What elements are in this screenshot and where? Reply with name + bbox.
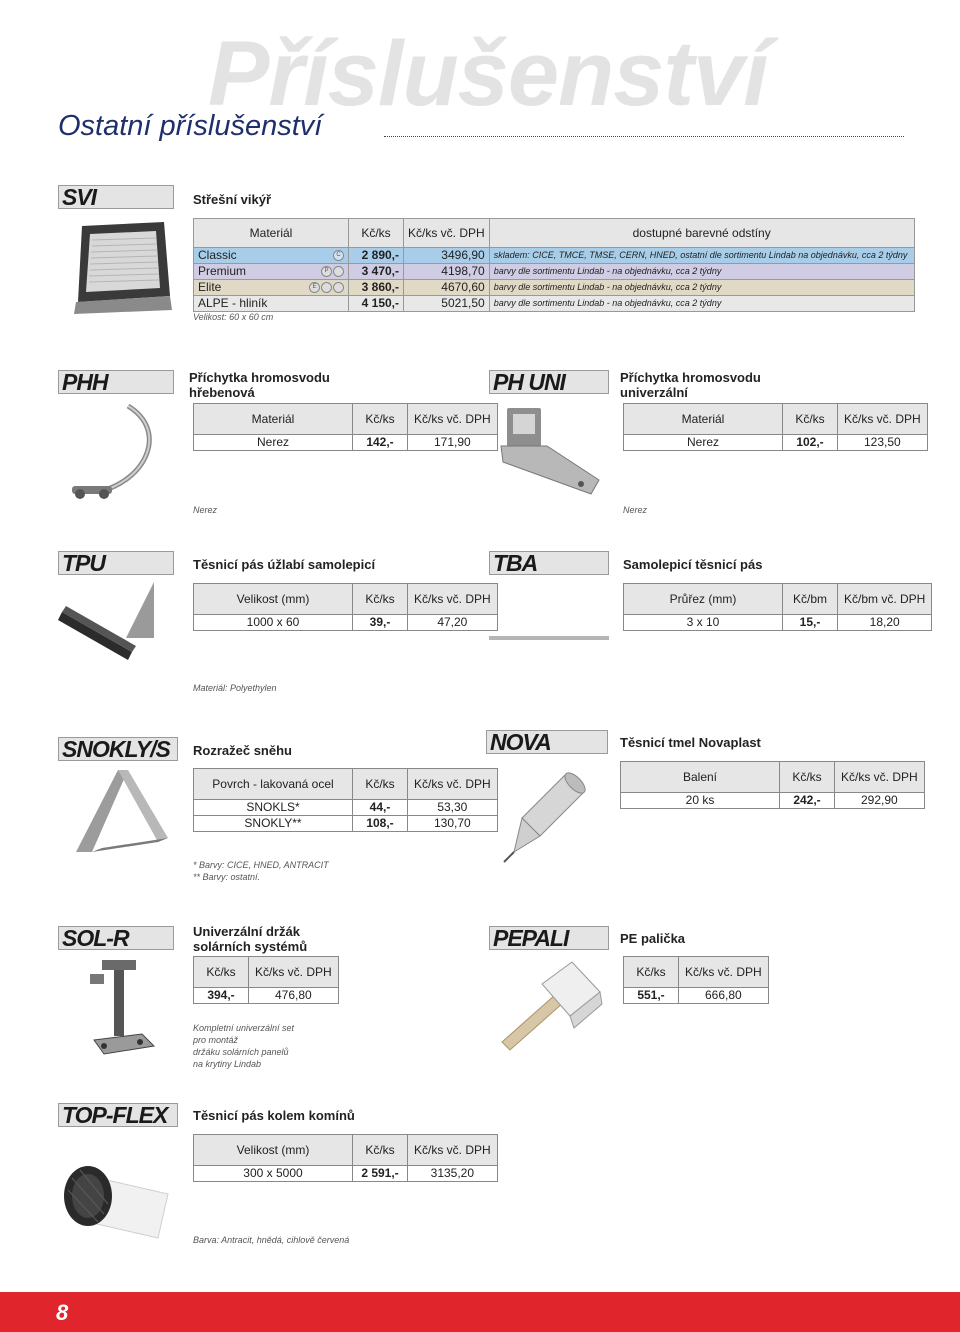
variant-cell: SNOKLY** bbox=[194, 816, 353, 832]
price-vat-cell: 4670,60 bbox=[404, 280, 490, 296]
tba-price-table bbox=[623, 583, 932, 631]
product-title-phuni: Příchytka hromosvodu univerzální bbox=[620, 370, 761, 400]
product-title-tba: Samolepicí těsnicí pás bbox=[623, 557, 763, 572]
price-cell: 2 890,- bbox=[349, 248, 404, 264]
product-title-snokly: Rozražeč sněhu bbox=[193, 743, 292, 758]
col-header-price-vat-text: Kč/ks vč. DPH bbox=[408, 225, 485, 240]
price-vat-cell: 292,90 bbox=[835, 793, 925, 809]
price-vat-cell: 171,90 bbox=[408, 435, 498, 451]
phuni-material-note: Nerez bbox=[623, 505, 648, 515]
solr-note bbox=[193, 1022, 294, 1070]
price-cell: 4 150,- bbox=[349, 296, 404, 312]
colors-cell: barvy dle sortimentu Lindab - na objednávku, cca 2 týdny bbox=[489, 296, 914, 312]
col-header-price: Kč/ks bbox=[783, 404, 838, 435]
col-header-price: Kč/ks bbox=[780, 762, 835, 793]
material-name: ALPE - hliník bbox=[194, 296, 349, 312]
col-header-price: Kč/ks bbox=[353, 404, 408, 435]
table-row bbox=[624, 988, 769, 1004]
solr-note-line: Kompletní univerzální set bbox=[193, 1023, 295, 1033]
price-vat-cell: 123,50 bbox=[838, 435, 928, 451]
price-cell: 551,- bbox=[624, 988, 679, 1004]
table-row bbox=[194, 1166, 498, 1182]
footer-bar bbox=[0, 1292, 960, 1332]
table-row bbox=[194, 248, 915, 264]
finish-badge-icon: P bbox=[321, 266, 332, 277]
phh-material-note: Nerez bbox=[193, 505, 218, 515]
price-vat-cell: 5021,50 bbox=[404, 296, 490, 312]
col-header-price-vat: Kč/ks vč. DPH bbox=[679, 957, 769, 988]
roof-window-image bbox=[72, 218, 174, 316]
price-cell: 2 591,- bbox=[353, 1166, 408, 1182]
price-cell: 142,- bbox=[353, 435, 408, 451]
col-header-price: Kč/ks bbox=[353, 1135, 408, 1166]
col-header-colors: dostupné barevné odstíny bbox=[489, 219, 914, 248]
snow-guard-image bbox=[72, 768, 182, 858]
product-title-tpu: Těsnicí pás úžlabí samolepicí bbox=[193, 557, 376, 572]
price-cell: 108,- bbox=[353, 816, 408, 832]
table-row bbox=[194, 264, 915, 280]
col-header-price-vat: Kč/bm vč. DPH bbox=[838, 584, 932, 615]
valley-strip-image bbox=[58, 580, 168, 670]
product-code-solr: SOL-R bbox=[58, 926, 174, 950]
product-title-solr: Univerzální držák solárních systémů bbox=[193, 924, 308, 954]
svi-price-table bbox=[193, 218, 915, 312]
col-header-price: Kč/bm bbox=[783, 584, 838, 615]
table-row bbox=[194, 435, 498, 451]
solr-note-line: pro montáž bbox=[193, 1035, 239, 1045]
tpu-price-table bbox=[193, 583, 498, 631]
material-cell bbox=[194, 248, 349, 264]
phuni-price-table bbox=[623, 403, 928, 451]
price-vat-cell: 53,30 bbox=[408, 800, 498, 816]
col-header-price-vat: Kč/ks vč. DPH bbox=[408, 1135, 498, 1166]
phh-price-table bbox=[193, 403, 498, 451]
product-code-pepali: PEPALI bbox=[489, 926, 609, 950]
col-header-price-vat: Kč/ks vč. DPH bbox=[408, 769, 498, 800]
pepali-price-table bbox=[623, 956, 769, 1004]
material-cell bbox=[194, 264, 349, 280]
table-row bbox=[621, 793, 925, 809]
col-header-price: Kč/ks bbox=[624, 957, 679, 988]
price-cell: 242,- bbox=[780, 793, 835, 809]
chimney-flashing-roll-image bbox=[58, 1138, 178, 1242]
finish-badge-icon bbox=[333, 266, 344, 277]
colors-cell: barvy dle sortimentu Lindab - na objednávku, cca 2 týdny bbox=[489, 264, 914, 280]
price-vat-cell: 47,20 bbox=[408, 615, 498, 631]
col-header-surface: Povrch - lakovaná ocel bbox=[194, 769, 353, 800]
snokly-price-table bbox=[193, 768, 498, 832]
price-vat-cell: 18,20 bbox=[838, 615, 932, 631]
table-row bbox=[194, 615, 498, 631]
col-header-package: Balení bbox=[621, 762, 780, 793]
watermark-title: Příslušenství bbox=[208, 23, 768, 125]
table-row bbox=[624, 435, 928, 451]
product-code-phh: PHH bbox=[58, 370, 174, 394]
price-vat-cell: 130,70 bbox=[408, 816, 498, 832]
price-cell: 15,- bbox=[783, 615, 838, 631]
price-vat-cell: 4198,70 bbox=[404, 264, 490, 280]
product-code-snokly: SNOKLY/S bbox=[58, 737, 178, 761]
universal-clip-image bbox=[495, 400, 605, 500]
price-cell: 3 860,- bbox=[349, 280, 404, 296]
finish-badge-icon bbox=[333, 282, 344, 293]
col-header-material: Materiál bbox=[194, 404, 353, 435]
topflex-color-note: Barva: Antracit, hnědá, cihlově červená bbox=[193, 1235, 350, 1245]
col-header-price-vat: Kč/ks vč. DPH bbox=[838, 404, 928, 435]
table-row bbox=[624, 615, 932, 631]
col-header-material: Materiál bbox=[194, 219, 349, 248]
col-header-price-vat: Kč/ks vč. DPH bbox=[408, 404, 498, 435]
finish-badge-icon bbox=[321, 282, 332, 293]
tpu-material-note: Materiál: Polyethylen bbox=[193, 683, 277, 693]
solar-bracket-image bbox=[84, 956, 164, 1066]
product-title-pepali: PE palička bbox=[620, 931, 686, 946]
title-dotted-rule bbox=[384, 136, 904, 137]
material-cell bbox=[194, 280, 349, 296]
product-code-topflex: TOP-FLEX bbox=[58, 1103, 178, 1127]
product-title-topflex: Těsnicí pás kolem komínů bbox=[193, 1108, 355, 1123]
product-code-tba: TBA bbox=[489, 551, 609, 575]
price-cell: 394,- bbox=[194, 988, 249, 1004]
sealant-cartridge-image bbox=[492, 768, 602, 868]
product-title-nova: Těsnicí tmel Novaplast bbox=[620, 735, 761, 750]
product-code-nova: NOVA bbox=[486, 730, 608, 754]
col-header-price: Kč/ks bbox=[353, 584, 408, 615]
price-cell: 102,- bbox=[783, 435, 838, 451]
table-row bbox=[194, 988, 339, 1004]
colors-cell: barvy dle sortimentu Lindab - na objednávku, cca 2 týdny bbox=[489, 280, 914, 296]
col-header-size: Velikost (mm) bbox=[194, 584, 353, 615]
topflex-price-table bbox=[193, 1134, 498, 1182]
table-row bbox=[194, 280, 915, 296]
material-cell: Nerez bbox=[624, 435, 783, 451]
table-row bbox=[194, 816, 498, 832]
col-header-material: Materiál bbox=[624, 404, 783, 435]
page-number: 8 bbox=[56, 1300, 69, 1325]
snokly-color-note-1: * Barvy: CICE, HNED, ANTRACIT bbox=[193, 860, 329, 870]
material-name: Elite bbox=[198, 280, 222, 294]
table-row bbox=[194, 800, 498, 816]
package-cell: 20 ks bbox=[621, 793, 780, 809]
col-header-price: Kč/ks bbox=[353, 769, 408, 800]
snokly-color-note-2: ** Barvy: ostatní. bbox=[193, 872, 261, 882]
price-cell: 44,- bbox=[353, 800, 408, 816]
col-header-price-vat bbox=[404, 219, 490, 248]
price-cell: 39,- bbox=[353, 615, 408, 631]
mallet-image bbox=[490, 958, 610, 1058]
col-header-price-vat: Kč/ks vč. DPH bbox=[408, 584, 498, 615]
product-title-phh: Příchytka hromosvodu hřebenová bbox=[189, 370, 330, 400]
product-code-svi: SVI bbox=[58, 185, 174, 209]
price-vat-cell: 3496,90 bbox=[404, 248, 490, 264]
product-code-phuni: PH UNI bbox=[489, 370, 609, 394]
finish-badge-icon: C bbox=[333, 250, 344, 261]
finish-badge-icon: E bbox=[309, 282, 320, 293]
col-header-price-vat: Kč/ks vč. DPH bbox=[835, 762, 925, 793]
cross-section-cell: 3 x 10 bbox=[624, 615, 783, 631]
solr-note-line: na krytiny Lindab bbox=[193, 1059, 262, 1069]
page-title: Ostatní příslušenství bbox=[58, 110, 323, 142]
col-header-price: Kč/ks bbox=[194, 957, 249, 988]
ridge-clip-image bbox=[58, 400, 178, 510]
price-cell: 3 470,- bbox=[349, 264, 404, 280]
price-vat-cell: 666,80 bbox=[679, 988, 769, 1004]
material-name: Classic bbox=[198, 248, 237, 262]
solr-price-table bbox=[193, 956, 339, 1004]
col-header-price-vat: Kč/ks vč. DPH bbox=[249, 957, 339, 988]
material-name: Premium bbox=[198, 264, 247, 278]
price-vat-cell: 476,80 bbox=[249, 988, 339, 1004]
col-header-price: Kč/ks bbox=[349, 219, 404, 248]
size-cell: 300 x 5000 bbox=[194, 1166, 353, 1182]
product-title-svi: Střešní vikýř bbox=[193, 192, 272, 207]
size-cell: 1000 x 60 bbox=[194, 615, 353, 631]
solr-note-line: držáku solárních panelů bbox=[193, 1047, 289, 1057]
nova-price-table bbox=[620, 761, 925, 809]
product-code-tpu: TPU bbox=[58, 551, 174, 575]
sealing-tape-image bbox=[489, 636, 609, 640]
table-row bbox=[194, 296, 915, 312]
price-vat-cell: 3135,20 bbox=[408, 1166, 498, 1182]
variant-cell: SNOKLS* bbox=[194, 800, 353, 816]
colors-cell: skladem: CICE, TMCE, TMSE, CERN, HNED, ostatní dle sortimentu Lindab na objednávku, cca 2 týdny bbox=[489, 248, 914, 264]
svi-size-note: Velikost: 60 x 60 cm bbox=[193, 312, 274, 322]
material-cell: Nerez bbox=[194, 435, 353, 451]
col-header-size: Velikost (mm) bbox=[194, 1135, 353, 1166]
col-header-cross-section: Průřez (mm) bbox=[624, 584, 783, 615]
